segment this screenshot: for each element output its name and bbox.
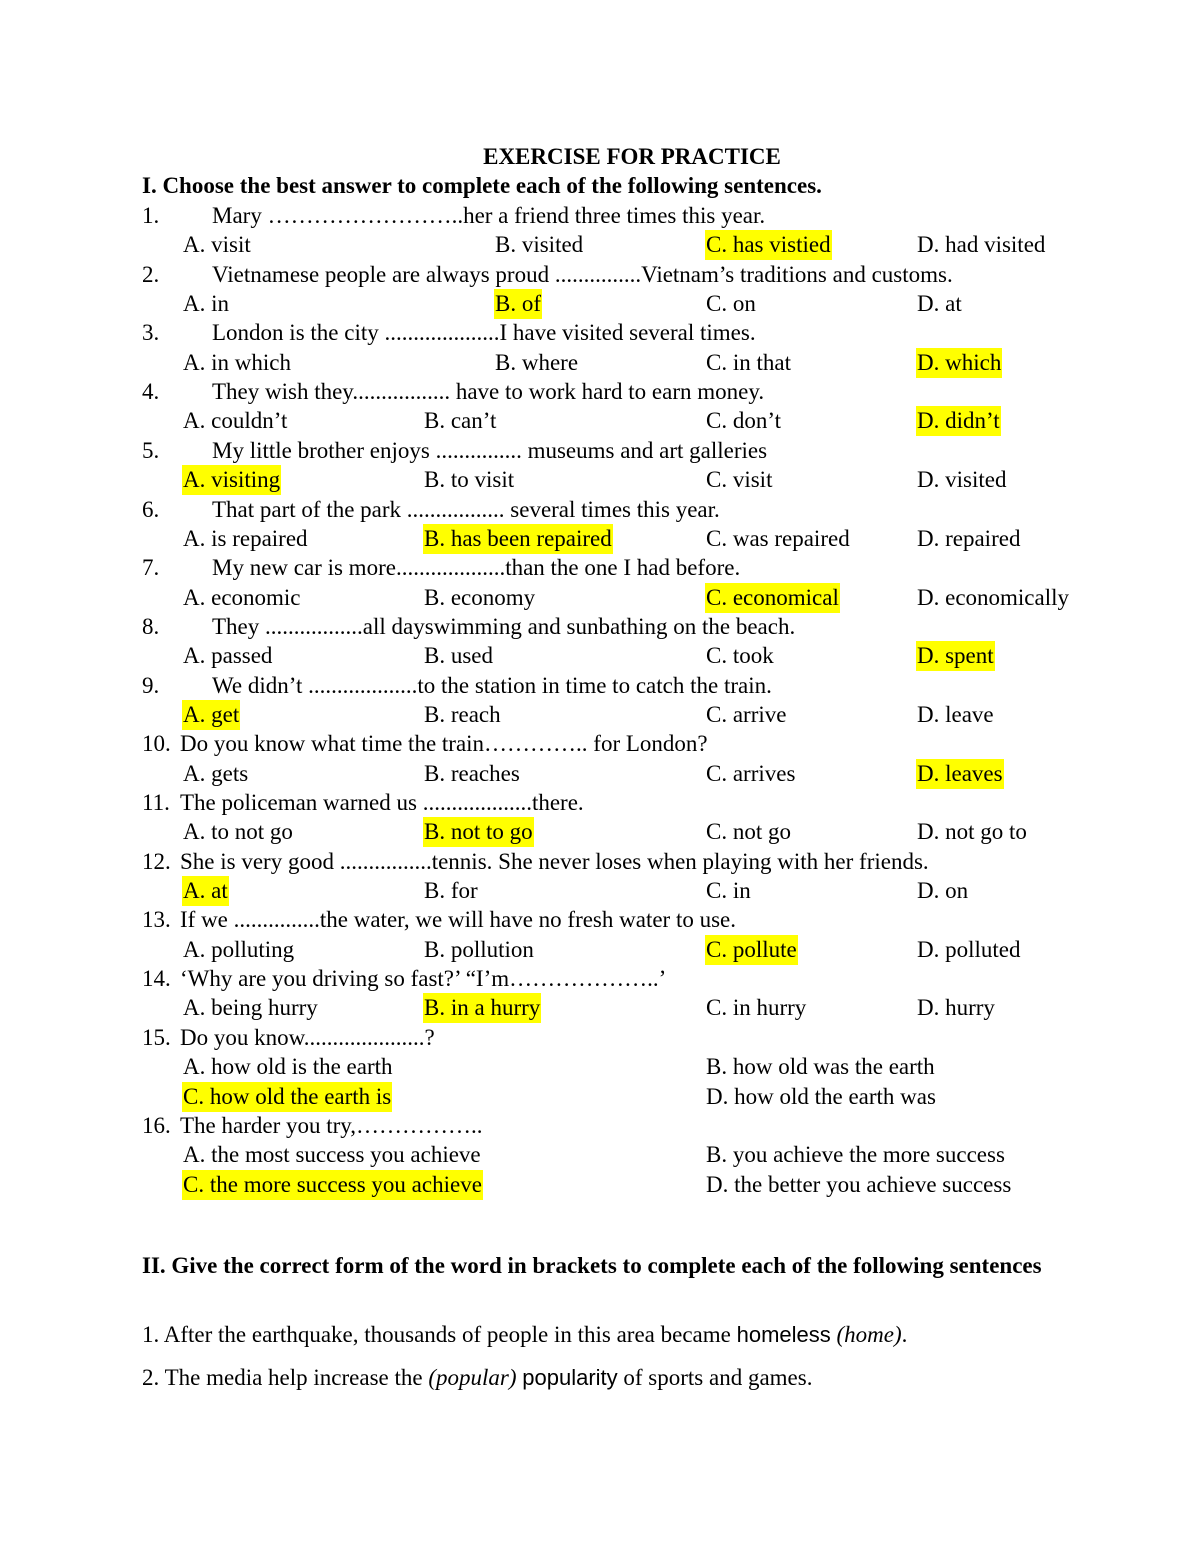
option-d[interactable]: D. had visited	[917, 232, 1046, 258]
question-stem: My new car is more...................than the one I had before.	[212, 555, 741, 581]
option-d[interactable]: D. spent	[916, 641, 995, 671]
options-row	[0, 289, 1200, 319]
question-number: 10.	[142, 731, 171, 757]
option-a[interactable]: A. the most success you achieve	[183, 1142, 481, 1168]
option-b[interactable]: B. reach	[424, 701, 501, 727]
question-13	[142, 905, 1142, 935]
options-row	[0, 641, 1200, 671]
option-d[interactable]: D. repaired	[917, 525, 1021, 551]
sentence-2-answer: popularity	[522, 1365, 618, 1390]
option-d[interactable]: D. at	[917, 291, 962, 317]
option-c[interactable]: C. has vistied	[705, 230, 832, 260]
question-number: 5.	[142, 437, 160, 463]
option-c[interactable]: C. was repaired	[706, 525, 850, 551]
question-6	[142, 495, 1142, 525]
option-c[interactable]: C. don’t	[706, 408, 781, 434]
option-d[interactable]: D. which	[916, 348, 1002, 378]
option-a[interactable]: A. to not go	[183, 819, 293, 845]
question-stem: ‘Why are you driving so fast?’ “I’m………………..’	[180, 966, 667, 992]
question-number: 2.	[142, 261, 160, 287]
question-number: 16.	[142, 1112, 171, 1138]
question-stem: The harder you try,……………..	[180, 1112, 483, 1138]
option-c[interactable]: C. visit	[706, 467, 773, 493]
option-c[interactable]: C. arrive	[706, 701, 787, 727]
options-row	[0, 1170, 1200, 1200]
question-number: 6.	[142, 496, 160, 522]
option-d[interactable]: D. economically	[917, 584, 1070, 610]
option-a[interactable]: A. in	[183, 291, 229, 317]
options-row	[0, 993, 1200, 1023]
sentence-2	[142, 1363, 812, 1393]
options-row	[0, 1052, 1200, 1082]
question-15	[142, 1023, 1142, 1053]
option-a[interactable]: A. visiting	[182, 465, 281, 495]
option-b[interactable]: B. can’t	[424, 408, 497, 434]
question-12	[142, 847, 1142, 877]
options-row	[0, 935, 1200, 965]
question-stem: They .................all dayswimming and sunbathing on the beach.	[212, 613, 796, 639]
question-number: 8.	[142, 613, 160, 639]
option-c[interactable]: C. arrives	[706, 760, 796, 786]
question-number: 11.	[142, 790, 170, 815]
question-number: 12.	[142, 848, 171, 874]
option-c[interactable]: C. not go	[706, 819, 791, 845]
question-number: 15.	[142, 1024, 171, 1050]
option-b[interactable]: B. to visit	[424, 467, 515, 493]
sentence-1-hint: (home)	[836, 1322, 902, 1347]
option-b[interactable]: B. where	[495, 349, 579, 375]
option-d[interactable]: D. leaves	[916, 759, 1004, 789]
options-row	[0, 348, 1200, 378]
option-d[interactable]: D. visited	[917, 467, 1007, 493]
question-4	[142, 377, 1142, 407]
question-7	[142, 553, 1142, 583]
option-a[interactable]: A. gets	[183, 760, 249, 786]
question-1	[142, 201, 1142, 231]
option-a[interactable]: A. how old is the earth	[183, 1054, 393, 1080]
sentence-2-end: of sports and games.	[617, 1365, 813, 1390]
option-b[interactable]: B. visited	[495, 232, 584, 258]
options-row	[0, 876, 1200, 906]
option-b[interactable]: B. has been repaired	[423, 524, 613, 554]
question-number: 4.	[142, 379, 160, 405]
question-stem: Mary ……………………..her a friend three times this year.	[212, 203, 766, 228]
question-stem: We didn’t ...................to the station in time to catch the train.	[212, 672, 772, 698]
question-stem: Do you know.....................?	[180, 1024, 435, 1050]
option-c[interactable]: C. took	[706, 643, 774, 669]
question-11	[142, 788, 1142, 818]
option-a[interactable]: A. at	[182, 876, 229, 906]
option-d[interactable]: D. how old the earth was	[706, 1083, 936, 1109]
option-b[interactable]: B. reaches	[424, 760, 520, 786]
section-2-heading: II. Give the correct form of the word in brackets to complete each of the following sentences	[142, 1253, 1042, 1278]
option-b[interactable]: B. how old was the earth	[706, 1054, 935, 1080]
question-number: 1.	[142, 203, 160, 228]
question-stem: London is the city ....................I have visited several times.	[212, 320, 756, 346]
option-d[interactable]: D. didn’t	[916, 406, 1001, 436]
option-c[interactable]: C. in that	[706, 349, 791, 375]
sentence-1-answer: homeless	[736, 1322, 831, 1347]
option-d[interactable]: D. hurry	[917, 995, 995, 1021]
question-stem: They wish they................. have to work hard to earn money.	[212, 379, 765, 405]
question-stem: She is very good ................tennis. She never loses when playing with her friends.	[180, 848, 929, 874]
sentence-1-text: 1. After the earthquake, thousands of people in this area became	[142, 1322, 737, 1347]
option-c[interactable]: C. in	[706, 878, 751, 904]
question-stem: Do you know what time the train………….. for London?	[180, 731, 708, 757]
sentence-2-text: 2. The media help increase the	[142, 1365, 429, 1390]
option-a[interactable]: A. passed	[183, 643, 273, 669]
options-row	[0, 583, 1200, 613]
question-3	[142, 318, 1142, 348]
option-a[interactable]: A. is repaired	[183, 525, 308, 551]
options-row	[0, 700, 1200, 730]
option-a[interactable]: A. polluting	[183, 936, 295, 962]
options-row	[0, 524, 1200, 554]
question-stem: Vietnamese people are always proud ...............Vietnam’s traditions and customs.	[212, 261, 953, 287]
option-d[interactable]: D. on	[917, 878, 969, 904]
question-8	[142, 612, 1142, 642]
option-a[interactable]: A. couldn’t	[183, 408, 288, 434]
option-c[interactable]: C. pollute	[705, 935, 798, 965]
question-16	[142, 1111, 1142, 1141]
question-number: 3.	[142, 320, 160, 346]
question-number: 7.	[142, 555, 160, 581]
option-c[interactable]: C. economical	[705, 583, 840, 613]
section-1-heading: I. Choose the best answer to complete each of the following sentences.	[142, 173, 822, 198]
question-2	[142, 260, 1142, 290]
question-9	[142, 671, 1142, 701]
option-b[interactable]: B. not to go	[423, 817, 534, 847]
option-a[interactable]: A. get	[182, 700, 240, 730]
question-stem: If we ...............the water, we will have no fresh water to use.	[180, 907, 737, 933]
question-stem: That part of the park ................. several times this year.	[212, 496, 720, 522]
options-row	[0, 759, 1200, 789]
option-d[interactable]: D. polluted	[917, 936, 1021, 962]
option-c[interactable]: C. on	[706, 291, 756, 317]
option-d[interactable]: D. not go to	[917, 819, 1027, 845]
option-b[interactable]: B. pollution	[424, 936, 534, 962]
option-b[interactable]: B. you achieve the more success	[706, 1142, 1005, 1168]
option-c[interactable]: C. in hurry	[706, 995, 807, 1021]
question-14	[142, 964, 1142, 994]
option-c[interactable]: C. how old the earth is	[182, 1082, 392, 1112]
options-row	[0, 406, 1200, 436]
question-number: 14.	[142, 966, 171, 992]
option-a[interactable]: A. in which	[183, 349, 291, 375]
option-b[interactable]: B. used	[424, 643, 493, 669]
question-stem: The policeman warned us ...................there.	[180, 790, 584, 815]
option-b[interactable]: B. of	[494, 289, 542, 319]
question-number: 13.	[142, 907, 171, 933]
option-b[interactable]: B. for	[424, 878, 478, 904]
option-d[interactable]: D. leave	[917, 701, 994, 727]
question-5	[142, 436, 1142, 466]
sentence-1-end: .	[901, 1322, 908, 1347]
options-row	[0, 465, 1200, 495]
options-row	[0, 230, 1200, 260]
option-d[interactable]: D. the better you achieve success	[706, 1171, 1012, 1197]
option-a[interactable]: A. economic	[183, 584, 301, 610]
page-title: EXERCISE FOR PRACTICE	[483, 144, 781, 169]
question-stem: My little brother enjoys ............... museums and art galleries	[212, 437, 768, 463]
option-a[interactable]: A. visit	[183, 232, 251, 258]
options-row	[0, 1082, 1200, 1112]
question-10	[142, 729, 1142, 759]
option-c[interactable]: C. the more success you achieve	[182, 1170, 483, 1200]
option-b[interactable]: B. economy	[424, 584, 536, 610]
options-row	[0, 817, 1200, 847]
options-row	[0, 1140, 1200, 1170]
sentence-1	[142, 1320, 907, 1350]
sentence-2-hint: (popular)	[428, 1365, 517, 1390]
question-number: 9.	[142, 672, 160, 698]
option-a[interactable]: A. being hurry	[183, 995, 318, 1021]
option-b[interactable]: B. in a hurry	[423, 993, 541, 1023]
